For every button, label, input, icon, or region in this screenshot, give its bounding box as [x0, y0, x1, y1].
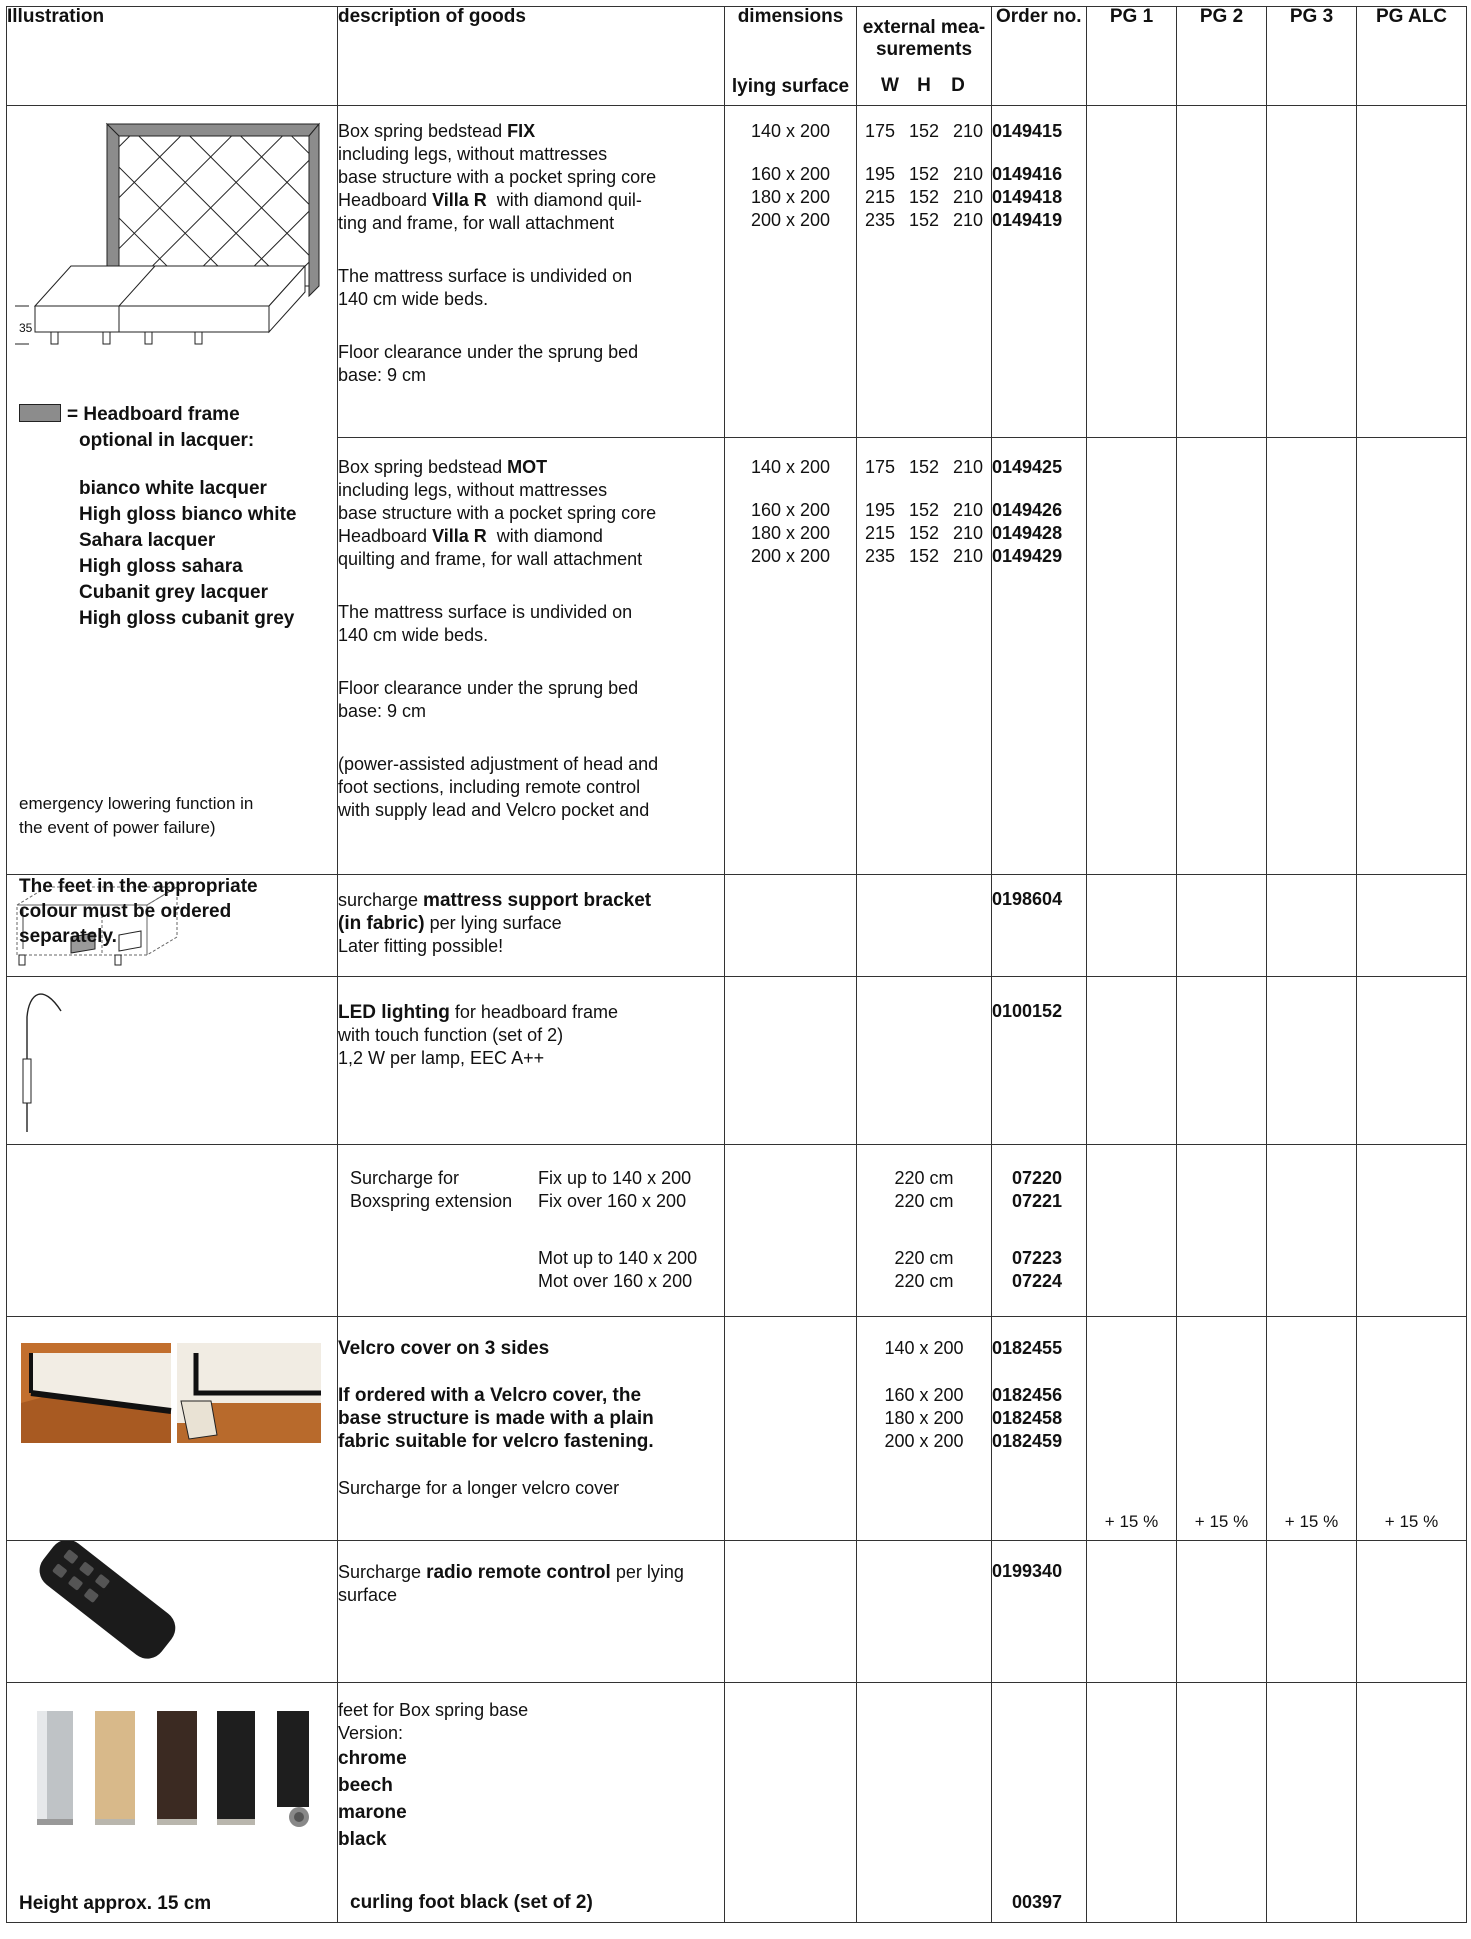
mot-line-3-pre: Headboard — [338, 526, 433, 546]
fix-p2-a: The mattress surface is undivided on — [338, 266, 633, 286]
header-dimensions — [725, 7, 857, 106]
bracket-bold-2: (in fabric) — [338, 913, 425, 934]
row-feet — [7, 1683, 1467, 1923]
headboard-legend — [19, 402, 296, 632]
remote-size — [725, 1541, 857, 1683]
fix-size-160: 160 x 200 — [750, 164, 831, 184]
fix-title-bold: FIX — [507, 121, 536, 141]
header-row — [7, 7, 1467, 106]
finish-item: Cubanit grey lacquer — [79, 582, 268, 603]
extension-mot-140: Mot up to 140 x 200 — [538, 1248, 698, 1268]
finish-item: High gloss cubanit grey — [79, 608, 295, 629]
extension-label-2: Boxspring extension — [350, 1191, 513, 1211]
fix-size-200: 200 x 200 — [750, 210, 831, 230]
velcro-order-200: 0182459 — [992, 1431, 1063, 1451]
header-w: W — [881, 75, 899, 96]
fix-line-2: base structure with a pocket spring core — [338, 167, 657, 187]
led-bold: LED lighting — [338, 1002, 450, 1023]
mot-line-2: base structure with a pocket spring core — [338, 503, 657, 523]
remote-order: 0199340 — [992, 1541, 1087, 1683]
velcro-longer: Surcharge for a longer velcro cover — [338, 1478, 620, 1498]
led-description — [338, 977, 725, 1145]
extension-description — [338, 1145, 725, 1317]
feet-illustration-cell — [7, 1683, 338, 1923]
bed-illustration-cell — [7, 106, 338, 947]
feet-note-2: colour must be ordered — [19, 901, 232, 922]
emergency-line-1: emergency lowering function in — [19, 794, 254, 813]
mot-sizes — [725, 438, 857, 875]
fix-line-4: ting and frame, for wall attachment — [338, 213, 615, 233]
velcro-size — [725, 1317, 857, 1541]
mot-p2-a: The mattress surface is undivided on — [338, 602, 633, 622]
row-velcro — [7, 1317, 1467, 1541]
header-pg2: PG 2 — [1177, 7, 1267, 106]
led-line-2: with touch function (set of 2) — [338, 1025, 564, 1045]
velcro-pct-pg1: + 15 % — [1104, 1512, 1159, 1531]
fix-p3-a: Floor clearance under the sprung bed — [338, 342, 639, 362]
mot-line-4: quilting and frame, for wall attachment — [338, 549, 643, 569]
remote-pg1 — [1087, 1541, 1177, 1683]
fix-title-pre: Box spring bedstead — [338, 121, 508, 141]
velcro-meas-180: 180 x 200 — [884, 1408, 964, 1428]
feet-versions — [338, 1745, 724, 1853]
fix-pgalc — [1357, 106, 1467, 438]
fix-line-3-post: with diamond quil- — [486, 190, 642, 210]
mot-p4-b: foot sections, including remote control — [338, 777, 641, 797]
header-illustration: Illustration — [7, 7, 338, 106]
led-pg2 — [1177, 977, 1267, 1145]
feet-pg3 — [1267, 1683, 1357, 1923]
mot-pg2 — [1177, 438, 1267, 875]
header-external-1: external mea- — [862, 17, 986, 38]
feet-version-item: black — [338, 1829, 387, 1850]
fix-line-3-pre: Headboard — [338, 190, 433, 210]
fix-meas-140: 175 152 210 — [865, 121, 983, 141]
finish-list — [19, 476, 296, 632]
remote-description — [338, 1541, 725, 1683]
fix-order-160: 0149416 — [992, 164, 1063, 184]
mot-order-200: 0149429 — [992, 546, 1063, 566]
extension-pg3 — [1267, 1145, 1357, 1317]
extension-orders — [992, 1145, 1087, 1317]
header-h: H — [917, 75, 931, 96]
fix-order-180: 0149418 — [992, 187, 1063, 207]
mot-pg3 — [1267, 438, 1357, 875]
led-meas — [857, 977, 992, 1145]
fix-measurements — [857, 106, 992, 438]
emergency-line-2: the event of power failure) — [19, 818, 216, 837]
mot-title-pre: Box spring bedstead — [338, 457, 508, 477]
fix-order-140: 0149415 — [992, 121, 1063, 141]
feet-version-item: marone — [338, 1802, 407, 1823]
bracket-description — [338, 875, 725, 977]
led-pgalc — [1357, 977, 1467, 1145]
mot-p3-a: Floor clearance under the sprung bed — [338, 678, 639, 698]
mot-measurements — [857, 438, 992, 875]
bracket-bold-1: mattress support bracket — [423, 890, 652, 911]
velcro-pgalc — [1357, 1317, 1467, 1541]
fix-line-3-bold: Villa R — [432, 190, 487, 210]
mot-order-180: 0149428 — [992, 523, 1063, 543]
bed-drawing-icon — [7, 106, 337, 346]
mot-p2-b: 140 cm wide beds. — [338, 625, 489, 645]
legend-eq: = Headboard frame — [67, 404, 240, 425]
mot-p4-a: (power-assisted adjustment of head and — [338, 754, 659, 774]
remote-pgalc — [1357, 1541, 1467, 1683]
extension-meas-1: 220 cm — [894, 1168, 954, 1188]
mot-order-160: 0149426 — [992, 500, 1063, 520]
header-order: Order no. — [992, 7, 1087, 106]
header-external — [857, 7, 992, 106]
feet-size — [725, 1683, 857, 1923]
price-list-table — [6, 6, 1467, 1923]
fix-order-200: 0149419 — [992, 210, 1063, 230]
extension-size — [725, 1145, 857, 1317]
led-lamp-icon — [7, 977, 127, 1137]
header-description: description of goods — [338, 7, 725, 106]
fix-sizes — [725, 106, 857, 438]
mot-meas-140: 175 152 210 — [865, 457, 983, 477]
extension-meas-4: 220 cm — [894, 1271, 954, 1291]
velcro-illustration-cell — [7, 1317, 338, 1541]
extension-fix-160: Fix over 160 x 200 — [538, 1191, 687, 1211]
fix-p2-b: 140 cm wide beds. — [338, 289, 489, 309]
velcro-measurements — [857, 1317, 992, 1541]
header-pg3: PG 3 — [1267, 7, 1357, 106]
feet-curling: curling foot black (set of 2) — [350, 1892, 593, 1913]
feet-description — [338, 1683, 725, 1923]
fix-description — [338, 106, 725, 438]
feet-note-1: The feet in the appropriate — [19, 876, 258, 897]
feet-line-1: feet for Box spring base — [338, 1700, 529, 1720]
velcro-note-2: base structure is made with a plain — [338, 1408, 654, 1429]
remote-post: per lying — [610, 1562, 684, 1582]
row-remote — [7, 1541, 1467, 1683]
extension-pgalc — [1357, 1145, 1467, 1317]
feet-height: Height approx. 15 cm — [19, 1893, 212, 1914]
feet-order: 00397 — [1012, 1892, 1063, 1912]
header-lying-surface: lying surface — [731, 76, 850, 97]
mot-line-1: including legs, without mattresses — [338, 480, 608, 500]
velcro-description — [338, 1317, 725, 1541]
bracket-pre: surcharge — [338, 890, 424, 910]
remote-illustration-cell — [7, 1541, 338, 1683]
mot-size-200: 200 x 200 — [750, 546, 831, 566]
mot-p4-c: with supply lead and Velcro pocket and — [338, 800, 650, 820]
header-external-2: surements — [875, 39, 973, 60]
mot-title-bold: MOT — [507, 457, 548, 477]
row-led — [7, 977, 1467, 1145]
bracket-line-3: Later fitting possible! — [338, 936, 504, 956]
finish-item: bianco white lacquer — [79, 478, 267, 499]
feet-pgalc — [1357, 1683, 1467, 1923]
velcro-photo-icon — [21, 1343, 321, 1443]
bracket-meas — [857, 875, 992, 977]
remote-line-2: surface — [338, 1585, 398, 1605]
extension-pg2 — [1177, 1145, 1267, 1317]
fix-meas-200: 235 152 210 — [865, 210, 983, 230]
velcro-order-160: 0182456 — [992, 1385, 1063, 1405]
extension-pg1 — [1087, 1145, 1177, 1317]
extension-order-1: 07220 — [1012, 1168, 1063, 1188]
header-d: D — [951, 75, 965, 96]
mot-meas-160: 195 152 210 — [865, 500, 983, 520]
velcro-pct-pg2: + 15 % — [1194, 1512, 1249, 1531]
bed-dim-label: 35 — [19, 321, 33, 335]
fix-p3-b: base: 9 cm — [338, 365, 427, 385]
fix-meas-180: 215 152 210 — [865, 187, 983, 207]
led-size — [725, 977, 857, 1145]
extension-measurements — [857, 1145, 992, 1317]
extension-label-1: Surcharge for — [350, 1168, 460, 1188]
led-pg3 — [1267, 977, 1357, 1145]
fix-pg1 — [1087, 106, 1177, 438]
mot-orders — [992, 438, 1087, 875]
mot-size-180: 180 x 200 — [750, 523, 831, 543]
finish-item: Sahara lacquer — [79, 530, 216, 551]
extension-illustration-cell — [7, 1145, 338, 1317]
fix-size-140: 140 x 200 — [750, 121, 831, 141]
mot-p3-b: base: 9 cm — [338, 701, 427, 721]
mot-pg1 — [1087, 438, 1177, 875]
bracket-pg2 — [1177, 875, 1267, 977]
extension-order-4: 07224 — [1012, 1271, 1063, 1291]
remote-control-icon — [7, 1541, 187, 1677]
fix-line-1: including legs, without mattresses — [338, 144, 608, 164]
bracket-pg3 — [1267, 875, 1357, 977]
led-pg1 — [1087, 977, 1177, 1145]
row-extension — [7, 1145, 1467, 1317]
bracket-size — [725, 875, 857, 977]
bracket-order: 0198604 — [992, 875, 1087, 977]
mot-line-3-bold: Villa R — [432, 526, 487, 546]
remote-pg2 — [1177, 1541, 1267, 1683]
fix-pg2 — [1177, 106, 1267, 438]
led-illustration-cell — [7, 977, 338, 1145]
velcro-pg2 — [1177, 1317, 1267, 1541]
mot-size-160: 160 x 200 — [750, 500, 831, 520]
finish-item: High gloss sahara — [79, 556, 243, 577]
header-pgalc: PG ALC — [1357, 7, 1467, 106]
feet-order-cell — [992, 1683, 1087, 1923]
extension-meas-2: 220 cm — [894, 1191, 954, 1211]
remote-meas — [857, 1541, 992, 1683]
mot-line-3-post: with diamond — [486, 526, 603, 546]
feet-meas — [857, 1683, 992, 1923]
extension-meas-3: 220 cm — [894, 1248, 954, 1268]
bracket-pg1 — [1087, 875, 1177, 977]
row-fix — [7, 106, 1467, 438]
led-line-3: 1,2 W per lamp, EEC A++ — [338, 1048, 545, 1068]
led-post: for headboard frame — [449, 1002, 618, 1022]
fix-pg3 — [1267, 106, 1357, 438]
header-pg1: PG 1 — [1087, 7, 1177, 106]
header-dimensions-label: dimensions — [737, 6, 844, 27]
feet-note-3: separately. — [19, 926, 117, 947]
grey-swatch-icon — [19, 404, 61, 422]
feet-version-item: chrome — [338, 1748, 407, 1769]
velcro-pg3 — [1267, 1317, 1357, 1541]
bracket-pgalc — [1357, 875, 1467, 977]
remote-bold: radio remote control — [426, 1562, 611, 1583]
velcro-pct-pgalc: + 15 % — [1384, 1512, 1439, 1531]
led-order: 0100152 — [992, 977, 1087, 1145]
velcro-note-1: If ordered with a Velcro cover, the — [338, 1385, 642, 1406]
feet-pg1 — [1087, 1683, 1177, 1923]
finish-item: High gloss bianco white — [79, 504, 297, 525]
remote-pg3 — [1267, 1541, 1357, 1683]
extension-order-2: 07221 — [1012, 1191, 1063, 1211]
feet-order-note — [19, 874, 258, 949]
mot-pgalc — [1357, 438, 1467, 875]
legend-optional: optional in lacquer: — [79, 430, 255, 451]
extension-mot-160: Mot over 160 x 200 — [538, 1271, 693, 1291]
velcro-order-140: 0182455 — [992, 1338, 1063, 1358]
velcro-meas-140: 140 x 200 — [884, 1338, 964, 1358]
feet-photo-icon — [17, 1701, 337, 1841]
extension-fix-140: Fix up to 140 x 200 — [538, 1168, 692, 1188]
feet-line-2: Version: — [338, 1723, 404, 1743]
mot-meas-180: 215 152 210 — [865, 523, 983, 543]
mot-size-140: 140 x 200 — [750, 457, 831, 477]
mot-order-140: 0149425 — [992, 457, 1063, 477]
remote-pre: Surcharge — [338, 1562, 427, 1582]
feet-pg2 — [1177, 1683, 1267, 1923]
extension-order-3: 07223 — [1012, 1248, 1063, 1268]
mot-meas-200: 235 152 210 — [865, 546, 983, 566]
velcro-title: Velcro cover on 3 sides — [338, 1338, 550, 1359]
velcro-order-180: 0182458 — [992, 1408, 1063, 1428]
mot-description — [338, 438, 725, 875]
fix-meas-160: 195 152 210 — [865, 164, 983, 184]
fix-size-180: 180 x 200 — [750, 187, 831, 207]
fix-orders — [992, 106, 1087, 438]
emergency-note — [19, 792, 253, 840]
velcro-meas-200: 200 x 200 — [884, 1431, 964, 1451]
feet-version-item: beech — [338, 1775, 393, 1796]
velcro-meas-160: 160 x 200 — [884, 1385, 964, 1405]
bracket-post-2: per lying surface — [424, 913, 562, 933]
velcro-pct-pg3: + 15 % — [1284, 1512, 1339, 1531]
velcro-orders — [992, 1317, 1087, 1541]
velcro-note-3: fabric suitable for velcro fastening. — [338, 1431, 654, 1452]
velcro-pg1 — [1087, 1317, 1177, 1541]
